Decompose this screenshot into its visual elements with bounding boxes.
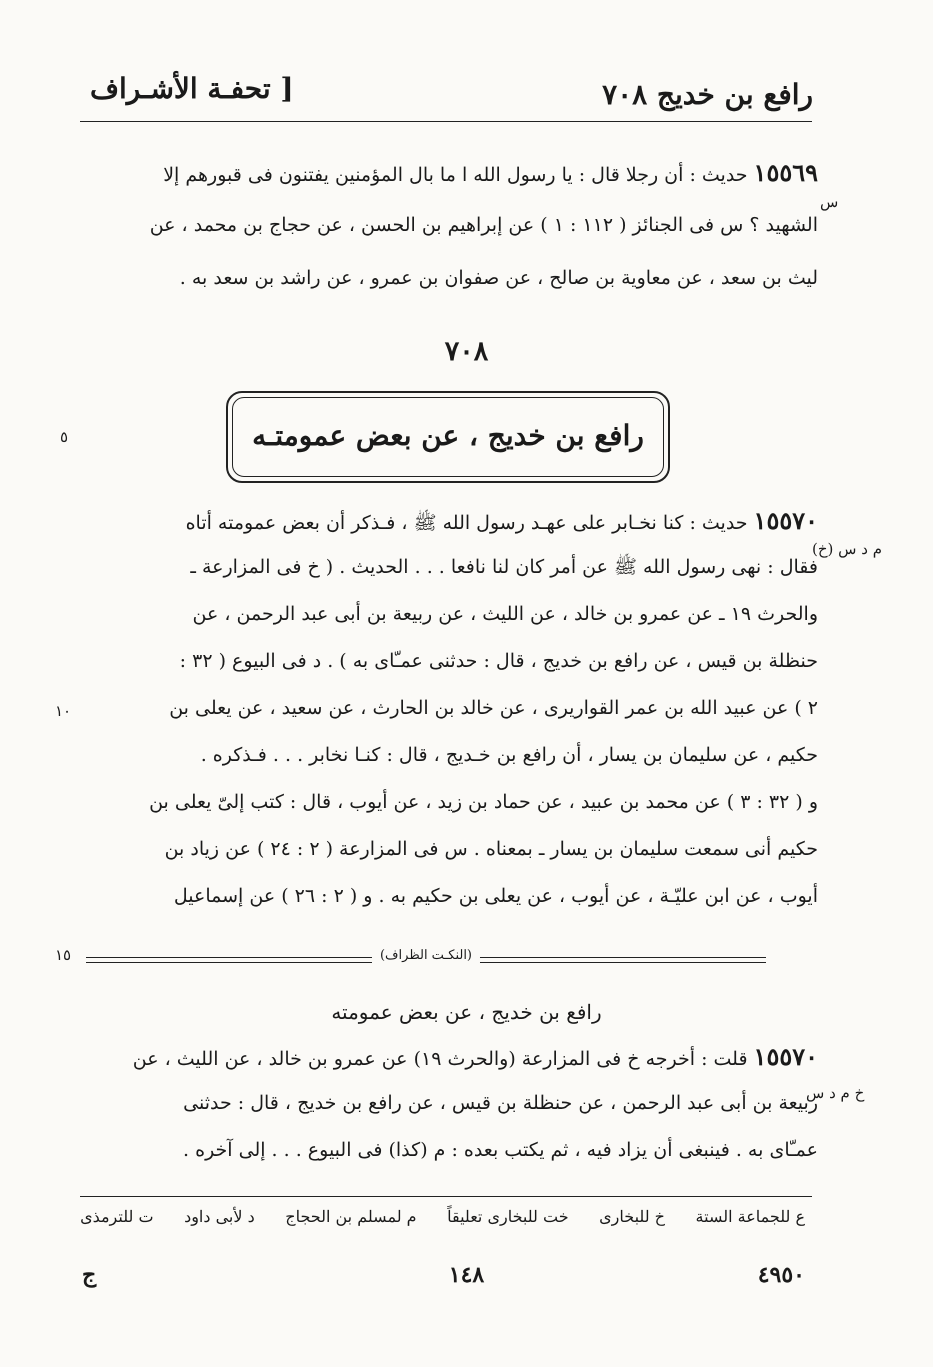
abbreviation-item: خ للبخارى [599, 1207, 665, 1226]
abbreviation-item: ع للجماعة الستة [695, 1207, 805, 1226]
left-mark: ج [82, 1262, 97, 1288]
running-header-right: رافع بن خديج ٧٠٨ [602, 78, 813, 111]
text-line [78, 1033, 818, 1080]
text-line: ربيعة بن أبى عبد الرحمن ، عن حنظلة بن قيس ، عن رافع بن خديج ، قال : حدثنى [183, 1092, 818, 1114]
section-title: رافع بن خديج ، عن بعض عمومتـه [252, 419, 644, 452]
text-line: حكيم أنى سمعت سليمان بن يسار ـ بمعناه . س فى المزارعة ( ٢ : ٢٤ ) عن زياد بن [164, 838, 818, 860]
right-code: ٤٩٥٠ [757, 1262, 805, 1288]
text-line [78, 146, 818, 199]
hadith-number: ١٥٥٦٩ [753, 158, 818, 187]
line-text: حديث : أن رجلا قال : يا رسول الله ا ما بال المؤمنين يفتنون فى قبورهم إلا [163, 164, 748, 186]
text-line [78, 497, 818, 544]
divider-label: (النكـت الظراف) [372, 948, 480, 963]
header-rule [80, 121, 812, 122]
margin-line-marker: ٥ [60, 428, 69, 446]
text-line: ٢ ) عن عبيد الله بن عمر القواريرى ، عن خالد بن الحارث ، عن سعيد ، عن يعلى بن [169, 697, 818, 719]
abbreviation-item: م لمسلم بن الحجاج [285, 1207, 417, 1226]
margin-line-marker: ١٥ [55, 946, 72, 964]
hadith-sigla: (خ) م د س [812, 540, 882, 558]
section-title-box [226, 391, 670, 483]
text-line: حنظلة بن قيس ، عن رافع بن خديج ، قال : حدثنى عمـّاى به ) . د فى البيوع ( ٣٢ : [179, 650, 818, 672]
abbreviation-item: خت للبخارى تعليقاً [447, 1207, 569, 1226]
footer-rule [80, 1196, 812, 1197]
text-line: حكيم ، عن سليمان بن يسار ، أن رافع بن خـديج ، قال : كنـا نخابر . . . فـذكره . [200, 744, 818, 766]
page-number: ١٤٨ [448, 1262, 485, 1288]
running-header-left: [ تحفـة الأشـراف [90, 72, 294, 105]
margin-line-marker: ١٠ [55, 702, 72, 720]
hadith-15569 [78, 146, 818, 305]
line-text: حديث : كنا نخـابر على عهـد رسول الله ﷺ ، فـذكر أن بعض عمومته أتاه [185, 512, 748, 534]
notes-15570 [78, 1033, 818, 1174]
line-text: قلت : أخرجه خ فى المزارعة (والحرث ١٩) عن عمرو بن خالد ، عن الليث ، عن [132, 1048, 748, 1070]
hadith-sigla: س [820, 193, 839, 211]
note-sigla: خ م د س [806, 1084, 865, 1102]
text-line: فقال : نهى رسول الله ﷺ عن أمر كان لنا نافعا . . . الحديث . ( خ فى المزارعة ـ [190, 556, 818, 578]
notes-subheading: رافع بن خديج ، عن بعض عمومته [331, 1000, 602, 1024]
text-line: و ( ٣٢ : ٣ ) عن محمد بن عبيد ، عن حماد بن زيد ، عن أيوب ، قال : كتب إلىّ يعلى بن [149, 791, 818, 813]
abbreviation-item: د لأبى داود [184, 1207, 255, 1226]
abbreviations-key [80, 1207, 805, 1226]
text-line: والحرث ١٩ ـ عن عمرو بن خالد ، عن الليث ، عن ربيعة بن أبى عبد الرحمن ، عن [192, 603, 818, 625]
text-line: ليث بن سعد ، عن معاوية بن صالح ، عن صفوان بن عمرو ، عن راشد بن سعد به . [179, 267, 818, 289]
abbreviation-item: ت للترمذى [80, 1207, 154, 1226]
notes-divider [86, 948, 766, 972]
text-line: أيوب ، عن ابن عليّـة ، عن أيوب ، عن يعلى بن حكيم به . و ( ٢ : ٢٦ ) عن إسماعيل [173, 885, 818, 907]
text-line: عمـّاى به . فينبغى أن يزاد فيه ، ثم يكتب بعده : م (كذا) فى البيوع . . . إلى آخره . [183, 1139, 818, 1161]
text-line: الشهيد ؟ س فى الجنائز ( ١١٢ : ١ ) عن إبراهيم بن الحسن ، عن حجاج بن محمد ، عن [149, 214, 818, 236]
hadith-number: ١٥٥٧٠ [753, 506, 818, 535]
hadith-15570 [78, 497, 818, 920]
section-number: ٧٠٨ [444, 336, 489, 367]
note-number: ١٥٥٧٠ [753, 1042, 818, 1071]
